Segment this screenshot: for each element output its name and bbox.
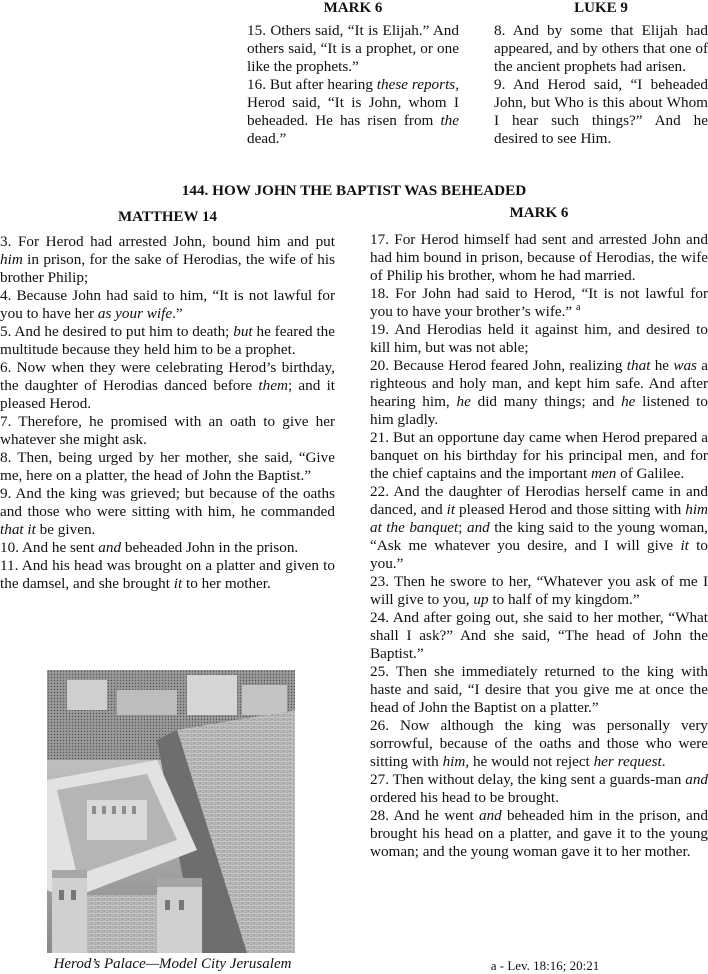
footnote: a - Lev. 18:16; 20:21	[490, 958, 600, 973]
verse-text: these reports,	[376, 76, 459, 93]
verse-text: 4. Because John had said to him, “It is not lawful for you to have her	[0, 287, 335, 322]
verse	[0, 413, 335, 449]
footnote-marker: a	[575, 301, 581, 313]
verse-text: Herod said, “It is John, whom I beheaded. He has risen from	[247, 94, 459, 129]
verse-text: 7. Therefore, he promised with an oath to give her whatever she might ask.	[0, 413, 335, 448]
verse	[370, 609, 708, 663]
verse	[0, 287, 335, 323]
verse-text: to you.”	[370, 537, 708, 572]
verse	[370, 573, 708, 609]
verse-text: it	[680, 537, 689, 554]
verse	[370, 663, 708, 717]
verse-text: 5. And he desired to put him to death;	[0, 323, 234, 340]
verse	[370, 483, 708, 573]
verse-text: 6. Now when they were celebrating Herod’s birthday, the daughter of Herodias danced before	[0, 359, 335, 394]
verse-text: in prison, for the sake of Herodias, the wife of his brother Philip;	[0, 251, 335, 286]
verse-text: the	[440, 112, 459, 129]
matthew-verses	[0, 233, 335, 593]
top-right-heading: LUKE 9	[574, 0, 628, 16]
verse-text: .”	[172, 305, 183, 322]
verse-text: 22. And the daughter of Herodias herself came in and danced, and	[370, 483, 708, 518]
verse-text: men	[590, 465, 617, 482]
verse-text: be given.	[35, 521, 96, 538]
verse	[370, 285, 708, 321]
verse-text: he	[456, 393, 471, 410]
verse-text: 17. For Herod himself had sent and arrested John and had him bound in prison, because of Herodias, the wife of Philip his brother, whom he had married.	[370, 231, 708, 284]
verse-text: 16. But after hearing	[247, 76, 377, 93]
verse-text: that	[626, 357, 651, 374]
verse	[0, 359, 335, 413]
verse-text: 9. And Herod said, “I beheaded John, but Who is this about Whom I hear such things?” And he desired to see Him.	[494, 76, 708, 147]
verse-text: 27. Then without delay, the king sent a guards-man	[370, 771, 686, 788]
verse-text: the king said to the young woman, “Ask me whatever you desire, and I will give	[370, 519, 708, 554]
verse-text: ; and it pleased Herod.	[0, 377, 336, 412]
verse	[370, 807, 708, 861]
verse	[370, 717, 708, 771]
verse-text: 26. Now although the king was personally very sorrowful, because of the oaths and those who were sitting with	[370, 717, 708, 770]
verse-text: he	[621, 393, 636, 410]
verse-text: 10. And he sent	[0, 539, 99, 556]
verse-text: as your wife	[97, 305, 173, 322]
verse	[0, 557, 335, 593]
verse-text: 28. And he went	[370, 807, 479, 824]
verse-text: of Galilee.	[616, 465, 685, 482]
verse	[247, 76, 459, 148]
verse-text: 19. And Herodias held it against him, and desired to kill him, but was not able;	[370, 321, 708, 356]
verse-text: up	[473, 591, 489, 608]
verse-text: 8. And by some that Elijah had appeared, and by others that one of the ancient prophets had arisen.	[494, 22, 708, 75]
verse	[370, 429, 708, 483]
verse	[0, 323, 335, 359]
verse-text: pleased Herod and those sitting with	[455, 501, 686, 518]
top-left-verses	[247, 22, 459, 148]
verse	[0, 233, 335, 287]
verse	[370, 357, 708, 429]
matthew-heading: MATTHEW 14	[117, 209, 218, 225]
verse-text: a righteous and holy man, and kept him safe. And after hearing him,	[370, 357, 708, 410]
verse-text: that it	[0, 521, 36, 538]
verse-text: him	[442, 753, 466, 770]
verse-text: it	[446, 501, 456, 518]
verse-text: ordered his head to be brought.	[370, 789, 559, 806]
verse-text: 9. And the king was grieved; but because of the oaths and those who were sitting with him, he commanded	[0, 485, 335, 520]
verse	[370, 321, 708, 357]
verse-text: 24. And after going out, she said to her mother, “What shall I ask?” And she said, “The head of John the Baptist.”	[370, 609, 708, 662]
verse	[494, 76, 708, 148]
verse-text: 20. Because Herod feared John, realizing	[370, 357, 627, 374]
verse-text: .	[661, 753, 666, 770]
verse-text: 8. Then, being urged by her mother, she said, “Give me, here on a platter, the head of John the Baptist.”	[0, 449, 335, 484]
verse-text: it	[173, 575, 183, 592]
verse-text: 23. Then he swore to her, “Whatever you ask of me I will give to you,	[370, 573, 708, 608]
verse-text: to half of my kingdom.”	[488, 591, 640, 608]
verse-text: 21. But an opportune day came when Herod prepared a banquet on his birthday for his principal men, and for the chief captains and the important	[370, 429, 708, 482]
section-title: 144. HOW JOHN THE BAPTIST WAS BEHEADED	[181, 182, 527, 199]
verse-text: dead.”	[247, 130, 287, 147]
photo-caption: Herod’s Palace—Model City Jerusalem	[53, 956, 292, 972]
verse-text: 11. And his head was brought on a platter and given to the damsel, and she brought	[0, 557, 335, 592]
verse-text: beheaded John in the prison.	[121, 539, 299, 556]
model-city-image	[47, 670, 295, 953]
verse	[370, 231, 708, 285]
mark-verses	[370, 231, 708, 861]
verse-text: and	[685, 771, 708, 788]
verse-text: listened to him gladly.	[370, 393, 708, 428]
verse-text: 3. For Herod had arrested John, bound him and put	[0, 233, 335, 250]
verse	[247, 22, 459, 76]
top-right-verses	[494, 22, 708, 148]
verse-text: him	[0, 251, 23, 268]
top-left-heading: MARK 6	[323, 0, 383, 16]
mark-heading: MARK 6	[509, 205, 569, 221]
verse-text: and	[466, 519, 490, 536]
verse-text: did many things; and	[470, 393, 622, 410]
verse-text: he	[650, 357, 674, 374]
verse	[494, 22, 708, 76]
herods-palace-photo	[47, 670, 295, 953]
verse	[370, 771, 708, 807]
verse-text: he feared the multitude because they held him to be a prophet.	[0, 323, 335, 358]
verse-text: was	[673, 357, 697, 374]
verse-text: and	[478, 807, 502, 824]
verse-text: , he would not reject	[465, 753, 594, 770]
verse-text: and	[98, 539, 122, 556]
verse	[0, 539, 335, 557]
verse-text: 18. For John had said to Herod, “It is not lawful for you to have your brother’s wife.”	[370, 285, 708, 320]
verse-text: but	[233, 323, 253, 340]
verse-text: to her mother.	[182, 575, 271, 592]
verse-text: them	[258, 377, 288, 394]
verse-text: her request	[593, 753, 662, 770]
verse	[0, 485, 335, 539]
verse	[0, 449, 335, 485]
verse-text: beheaded him in the prison, and brought his head on a platter, and gave it to the young woman; and the young woman gave it to her mother.	[370, 807, 708, 860]
verse-text: 15. Others said, “It is Elijah.” And others said, “It is a prophet, or one like the prophets.”	[247, 22, 459, 75]
verse-text: 25. Then she immediately returned to the king with haste and said, “I desire that you give me at once the head of John the Baptist on a platter.”	[370, 663, 708, 716]
verse-text: him at the banquet	[370, 501, 708, 536]
verse-text: ;	[458, 519, 467, 536]
